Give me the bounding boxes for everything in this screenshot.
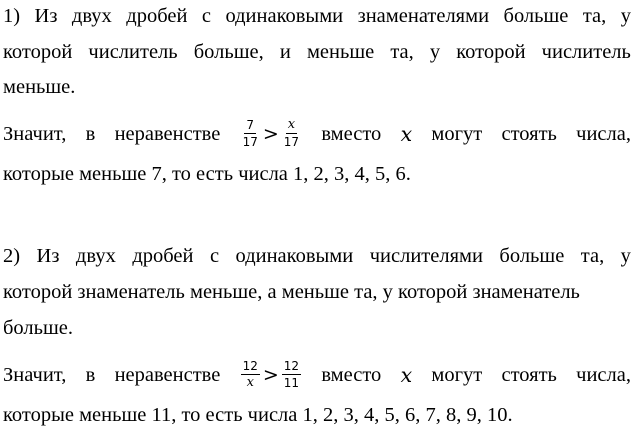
s2-line2: которой знаменатель меньше, а меньше та, у которой знаменатель (3, 281, 580, 303)
word: 1) (3, 5, 21, 27)
variable: x (400, 362, 413, 387)
word: одинаковыми (225, 5, 344, 27)
word: с (201, 5, 211, 27)
word: которой (456, 41, 526, 63)
word: вместо (321, 363, 382, 386)
word: дробей (132, 245, 194, 267)
word: двух (71, 5, 112, 27)
word: у (620, 5, 631, 27)
word: меньше (306, 41, 375, 63)
word: числитель (541, 41, 631, 63)
s1-line1 (3, 4, 631, 28)
word: больше, (193, 41, 264, 63)
word: и (279, 41, 291, 63)
word: которой (3, 41, 73, 63)
word: Значит, (3, 363, 67, 386)
word: 2) (3, 245, 21, 267)
word: могут (431, 363, 483, 386)
s2-line3: больше. (3, 317, 73, 339)
s1-line2 (3, 40, 631, 64)
fraction-left (241, 118, 260, 149)
inequality (240, 118, 302, 149)
word: знаменателями (357, 5, 490, 27)
inequality (240, 359, 302, 390)
word: больше (503, 5, 569, 27)
word: в (85, 363, 96, 386)
word: числа, (576, 363, 631, 386)
word: числа, (576, 122, 631, 145)
word: Из (36, 245, 60, 267)
word: та, (580, 245, 605, 267)
word: одинаковыми (235, 245, 354, 267)
word: дробей (126, 5, 188, 27)
word: неравенстве (114, 122, 221, 145)
denominator: 17 (283, 135, 300, 149)
fraction-right (282, 118, 301, 149)
word: Из (34, 5, 58, 27)
word: с (209, 245, 220, 267)
word: числителями (369, 245, 483, 267)
word: вместо (321, 122, 382, 145)
word: числитель (88, 41, 178, 63)
s1-line5: которые меньше 7, то есть числа 1, 2, 3, 4, 5, 6. (3, 163, 411, 185)
s1-line4 (3, 118, 631, 149)
denominator: x (246, 375, 254, 390)
numerator: 7 (246, 118, 255, 132)
denominator: 11 (283, 376, 300, 390)
fraction-right (282, 359, 301, 390)
word: больше (499, 245, 565, 267)
numerator: 12 (283, 359, 300, 373)
s2-line4 (3, 359, 631, 390)
numerator: 12 (242, 359, 258, 373)
word: неравенстве (114, 363, 221, 386)
word: у (429, 41, 441, 63)
s2-line1 (3, 244, 631, 268)
denominator: 17 (242, 135, 258, 149)
s1-line3: меньше. (3, 76, 76, 98)
word: та, (390, 41, 414, 63)
fraction-left (241, 359, 260, 390)
word: стоять (501, 363, 557, 386)
s2-line5: которые меньше 11, то есть числа 1, 2, 3, 4, 5, 6, 7, 8, 9, 10. (3, 404, 513, 426)
numerator: x (287, 117, 296, 132)
word: у (620, 245, 631, 267)
word: двух (75, 245, 116, 267)
variable: x (400, 121, 413, 146)
word: та, (582, 5, 607, 27)
word: в (85, 122, 96, 145)
greater-than-sign: > (262, 122, 279, 145)
greater-than-sign: > (262, 363, 279, 386)
word: Значит, (3, 122, 67, 145)
word: стоять (501, 122, 557, 145)
word: могут (431, 122, 483, 145)
